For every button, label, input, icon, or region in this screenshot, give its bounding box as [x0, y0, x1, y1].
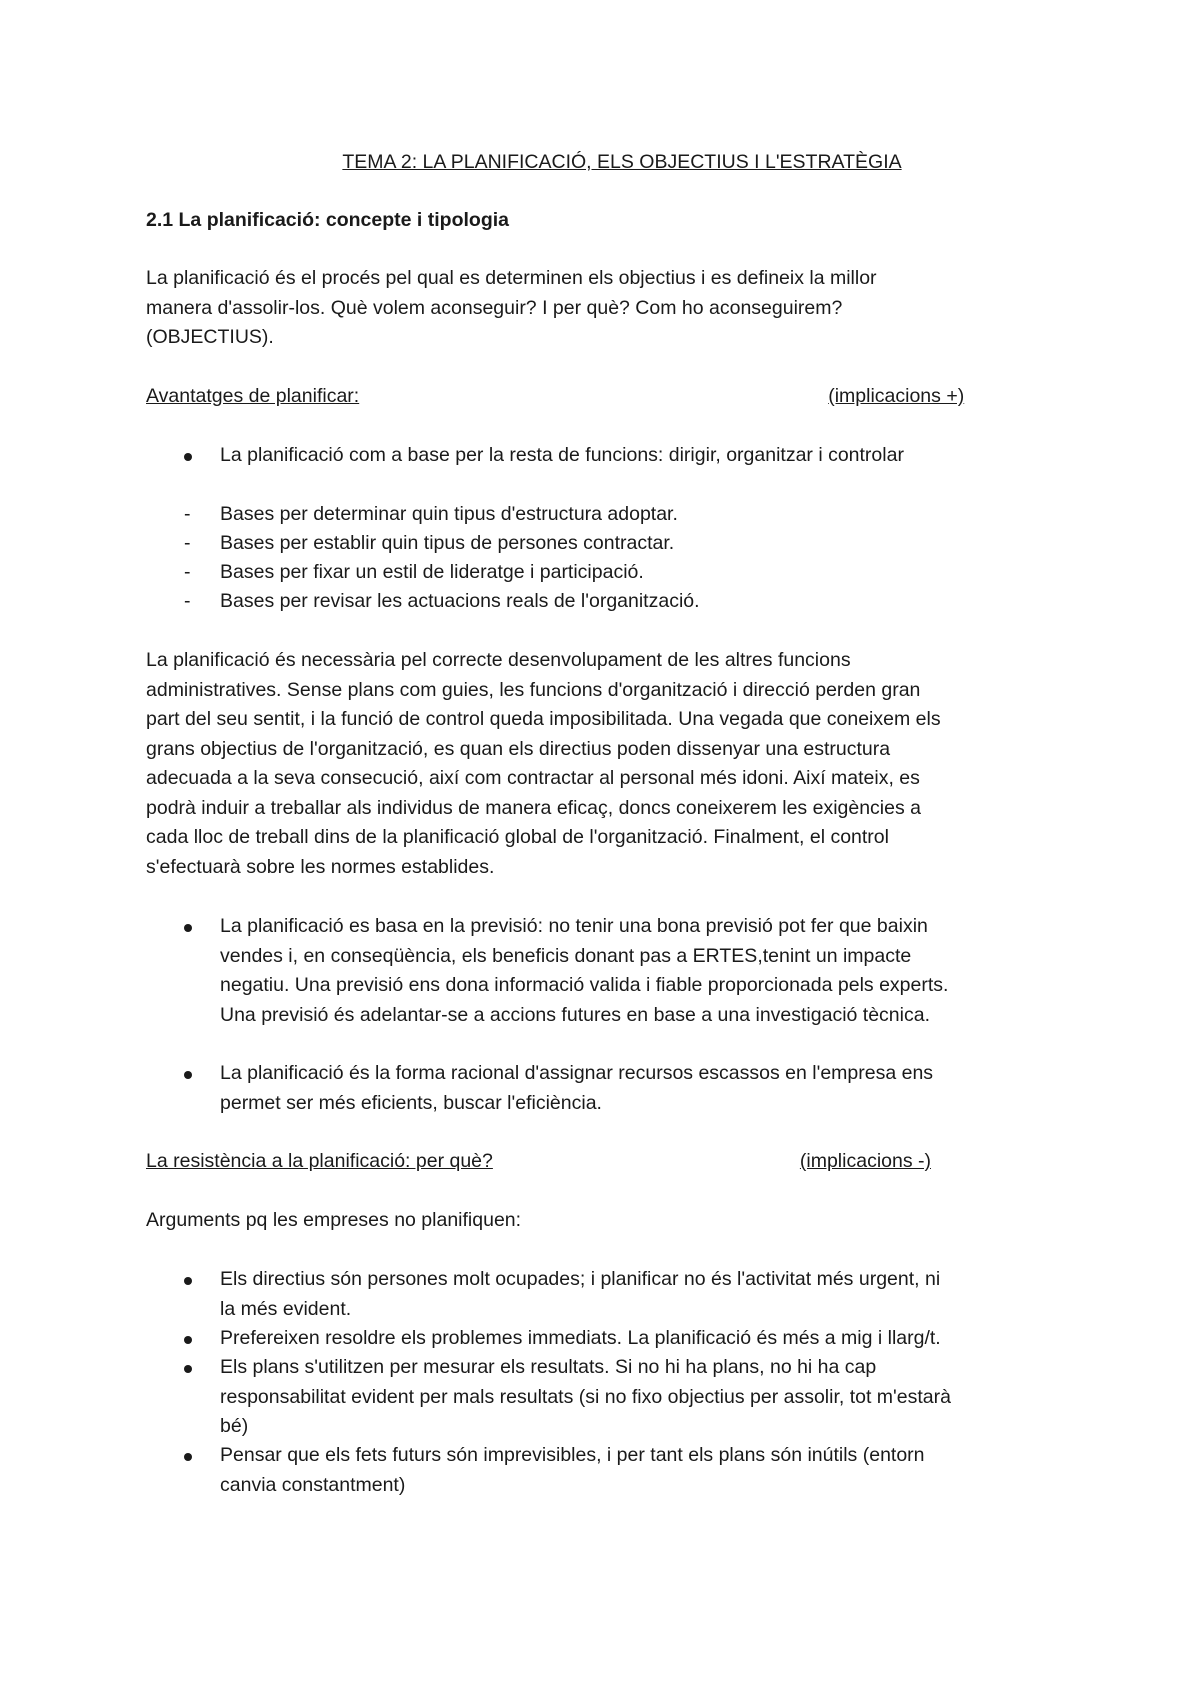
list-item-text [220, 912, 1056, 1030]
resistance-heading [146, 1147, 931, 1177]
list-item-text [220, 1265, 1056, 1324]
list-item-line: canvia constantment) [220, 1473, 406, 1496]
list-item-text: La planificació com a base per la resta de funcions: dirigir, organitzar i controlar [220, 444, 904, 466]
list-item-text: Bases per revisar les actuacions reals de l'organització. [220, 590, 700, 612]
paragraph-line: administratives. Sense plans com guies, les funcions d'organització i direcció perden gran [146, 678, 921, 701]
document-page [146, 148, 1076, 1496]
list-item-line: la més evident. [220, 1297, 352, 1320]
intro-paragraph [146, 264, 1076, 353]
intro-line: (OBJECTIUS). [146, 326, 274, 348]
list-item-line: bé) [220, 1415, 249, 1437]
list-item-text: Bases per fixar un estil de lideratge i participació. [220, 561, 644, 583]
list-item-line: Prefereixen resoldre els problemes immediats. La planificació és més a mig i llarg/t. [220, 1327, 941, 1349]
bullet-icon [184, 1336, 192, 1344]
list-item [146, 500, 1056, 530]
list-item [146, 529, 1056, 559]
list-item-text [220, 1353, 1056, 1442]
page-title: TEMA 2: LA PLANIFICACIÓ, ELS OBJECTIUS I L'ESTRATÈGIA [342, 151, 902, 173]
advantages-label: Avantatges de planificar: [146, 385, 360, 407]
list-item [146, 1353, 1056, 1442]
paragraph-line: s'efectuarà sobre les normes establides. [146, 855, 495, 878]
list-item [146, 441, 1056, 471]
bullet-icon [184, 1277, 192, 1285]
bullet-icon [184, 453, 192, 461]
list-item [146, 587, 1056, 617]
list-item [146, 1324, 1056, 1354]
resistance-label: La resistència a la planificació: per què? [146, 1150, 493, 1172]
resistance-tag: (implicacions -) [799, 1150, 931, 1172]
list-item-line: permet ser més eficients, buscar l'eficiència. [220, 1091, 602, 1114]
list-item [146, 1265, 1056, 1324]
list-item-text [220, 1324, 1056, 1354]
list-item [146, 558, 1056, 588]
list-item-text: Bases per establir quin tipus de persones contractar. [220, 532, 675, 554]
list-item-line: La planificació és la forma racional d'assignar recursos escassos en l'empresa ens [220, 1062, 934, 1084]
paragraph-line: cada lloc de treball dins de la planificació global de l'organització. Finalment, el control [146, 826, 889, 848]
list-item-line: Una previsió és adelantar-se a accions futures en base a una investigació tècnica. [220, 1003, 930, 1026]
bullet-icon [184, 924, 192, 932]
dash-icon: - [184, 590, 191, 612]
list-item-text [220, 1059, 1056, 1118]
intro-line: manera d'assolir-los. Què volem aconseguir? I per què? Com ho aconseguirem? [146, 296, 843, 319]
dash-icon: - [184, 532, 191, 554]
arguments-intro: Arguments pq les empreses no planifiquen: [146, 1209, 522, 1231]
paragraph-line: La planificació és necessària pel correcte desenvolupament de les altres funcions [146, 649, 851, 671]
advantages-heading [146, 382, 964, 412]
intro-line: La planificació és el procés pel qual es determinen els objectius i es defineix la millor [146, 267, 877, 289]
list-item-line: negatiu. Una previsió ens dona informació valida i fiable proporcionada pels experts. [220, 974, 949, 996]
paragraph-line: adecuada a la seva consecució, així com contractar al personal més idoni. Així mateix, es [146, 767, 920, 789]
bullet-icon [184, 1453, 192, 1461]
dash-icon: - [184, 503, 191, 525]
paragraph-line: part del seu sentit, i la funció de control queda imposibilitada. Una vegada que coneixem els [146, 708, 941, 730]
list-item-line: Pensar que els fets futurs són imprevisibles, i per tant els plans són inútils (entorn [220, 1444, 925, 1466]
paragraph-line: podrà induir a treballar als individus de manera eficaç, doncs coneixerem les exigències a [146, 796, 922, 819]
dash-icon: - [184, 561, 191, 583]
body-paragraph [146, 646, 1076, 882]
list-item-line: responsabilitat evident per mals resultats (si no fixo objectius per assolir, tot m'estarà [220, 1385, 951, 1408]
paragraph-line: grans objectius de l'organització, es quan els directius poden dissenyar una estructura [146, 737, 891, 760]
list-item-text [220, 1441, 1056, 1500]
bullet-icon [184, 1071, 192, 1079]
list-item [146, 1441, 1056, 1500]
bullet-icon [184, 1365, 192, 1373]
list-item-line: Els directius són persones molt ocupades; i planificar no és l'activitat més urgent, ni [220, 1268, 941, 1290]
list-item-line: vendes i, en conseqüència, els beneficis donant pas a ERTES,tenint un impacte [220, 944, 912, 967]
list-item-line: Els plans s'utilitzen per mesurar els resultats. Si no hi ha plans, no hi ha cap [220, 1356, 877, 1378]
list-item [146, 912, 1056, 1030]
section-heading: 2.1 La planificació: concepte i tipologia [146, 209, 509, 231]
list-item-line: La planificació es basa en la previsió: no tenir una bona previsió pot fer que baixin [220, 915, 928, 937]
list-item-text: Bases per determinar quin tipus d'estructura adoptar. [220, 503, 678, 525]
list-item [146, 1059, 1056, 1118]
advantages-tag: (implicacions +) [828, 385, 965, 407]
